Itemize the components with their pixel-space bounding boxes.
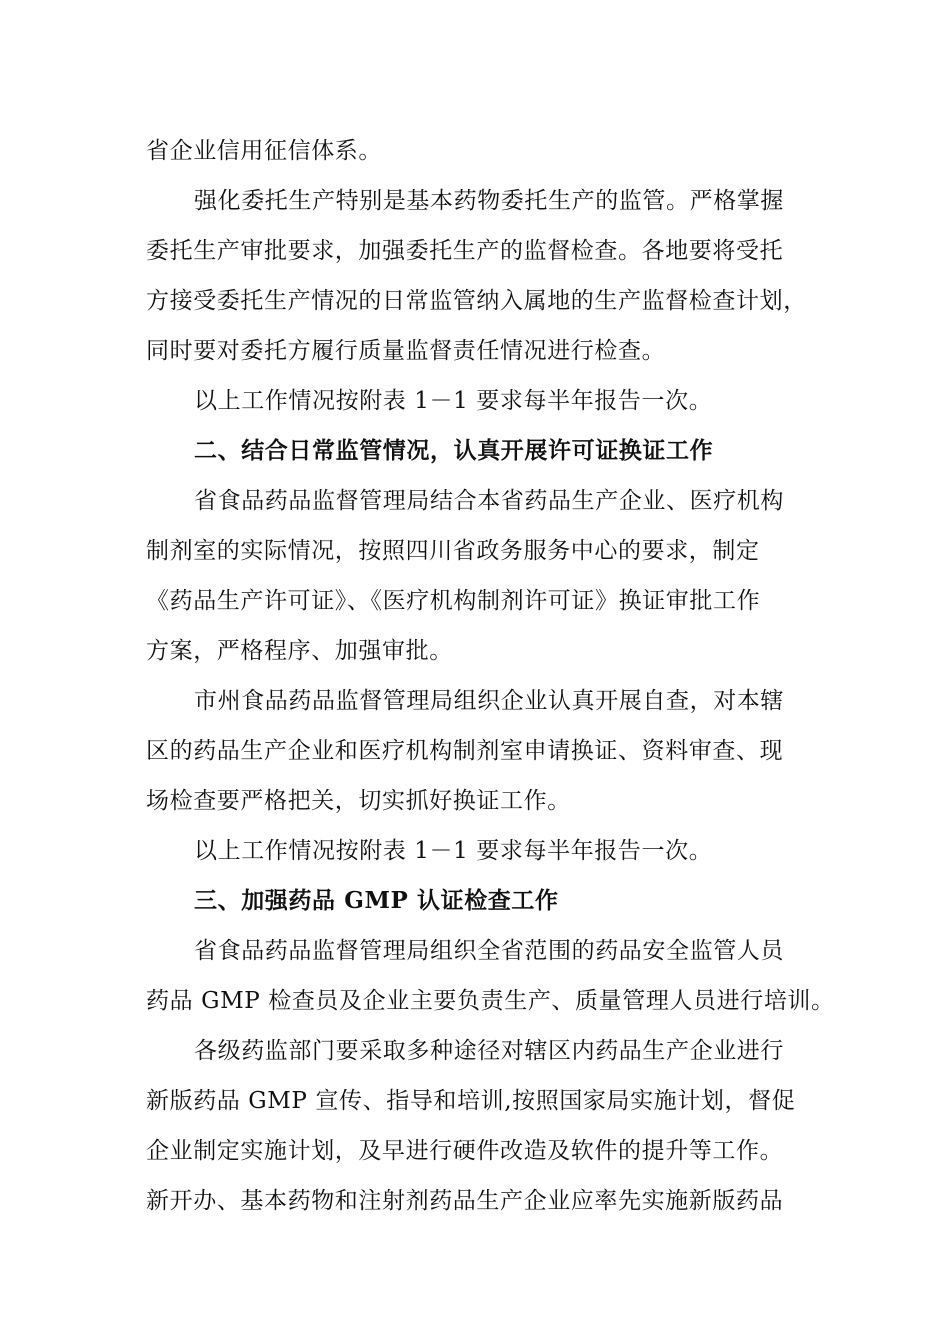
body-text-line: 省企业信用征信体系。 [146,138,382,164]
body-text-line: 委托生产审批要求，加强委托生产的监督检查。各地要将受托 [146,238,784,264]
body-text-line: 新版药品 GMP 宣传、指导和培训,按照国家局实施计划，督促 [146,1088,796,1114]
paragraph-first-line: 各级药监部门要采取多种途径对辖区内药品生产企业进行 [194,1038,784,1064]
body-text-line: 企业制定实施计划，及早进行硬件改造及软件的提升等工作。 [146,1138,784,1164]
body-text-line: 药品 GMP 检查员及企业主要负责生产、质量管理人员进行培训。 [146,988,835,1014]
body-text-line: 区的药品生产企业和医疗机构制剂室申请换证、资料审查、现 [146,738,784,764]
body-text-line: 制剂室的实际情况，按照四川省政务服务中心的要求，制定 [146,538,760,564]
body-text-line: 方案，严格程序、加强审批。 [146,638,453,664]
report-note-line: 以上工作情况按附表 1－1 要求每半年报告一次。 [194,388,713,414]
body-text-line: 新开办、基本药物和注射剂药品生产企业应率先实施新版药品 [146,1188,784,1214]
paragraph-first-line: 市州食品药品监督管理局组织企业认真开展自查，对本辖 [194,688,784,714]
paragraph-first-line: 省食品药品监督管理局组织全省范围的药品安全监管人员 [194,938,784,964]
body-text-line: 方接受委托生产情况的日常监管纳入属地的生产监督检查计划， [146,288,807,314]
body-text-line: 场检查要严格把关，切实抓好换证工作。 [146,788,571,814]
paragraph-first-line: 省食品药品监督管理局结合本省药品生产企业、医疗机构 [194,488,784,514]
paragraph-first-line: 强化委托生产特别是基本药物委托生产的监管。严格掌握 [194,188,784,214]
section-heading-2: 二、结合日常监管情况，认真开展许可证换证工作 [194,437,714,464]
report-note-line: 以上工作情况按附表 1－1 要求每半年报告一次。 [194,838,713,864]
body-text-line: 同时要对委托方履行质量监督责任情况进行检查。 [146,338,666,364]
section-heading-3: 三、加强药品 GMP 认证检查工作 [194,887,559,914]
body-text-line: 《药品生产许可证》、《医疗机构制剂许可证》换证审批工作 [146,588,761,614]
